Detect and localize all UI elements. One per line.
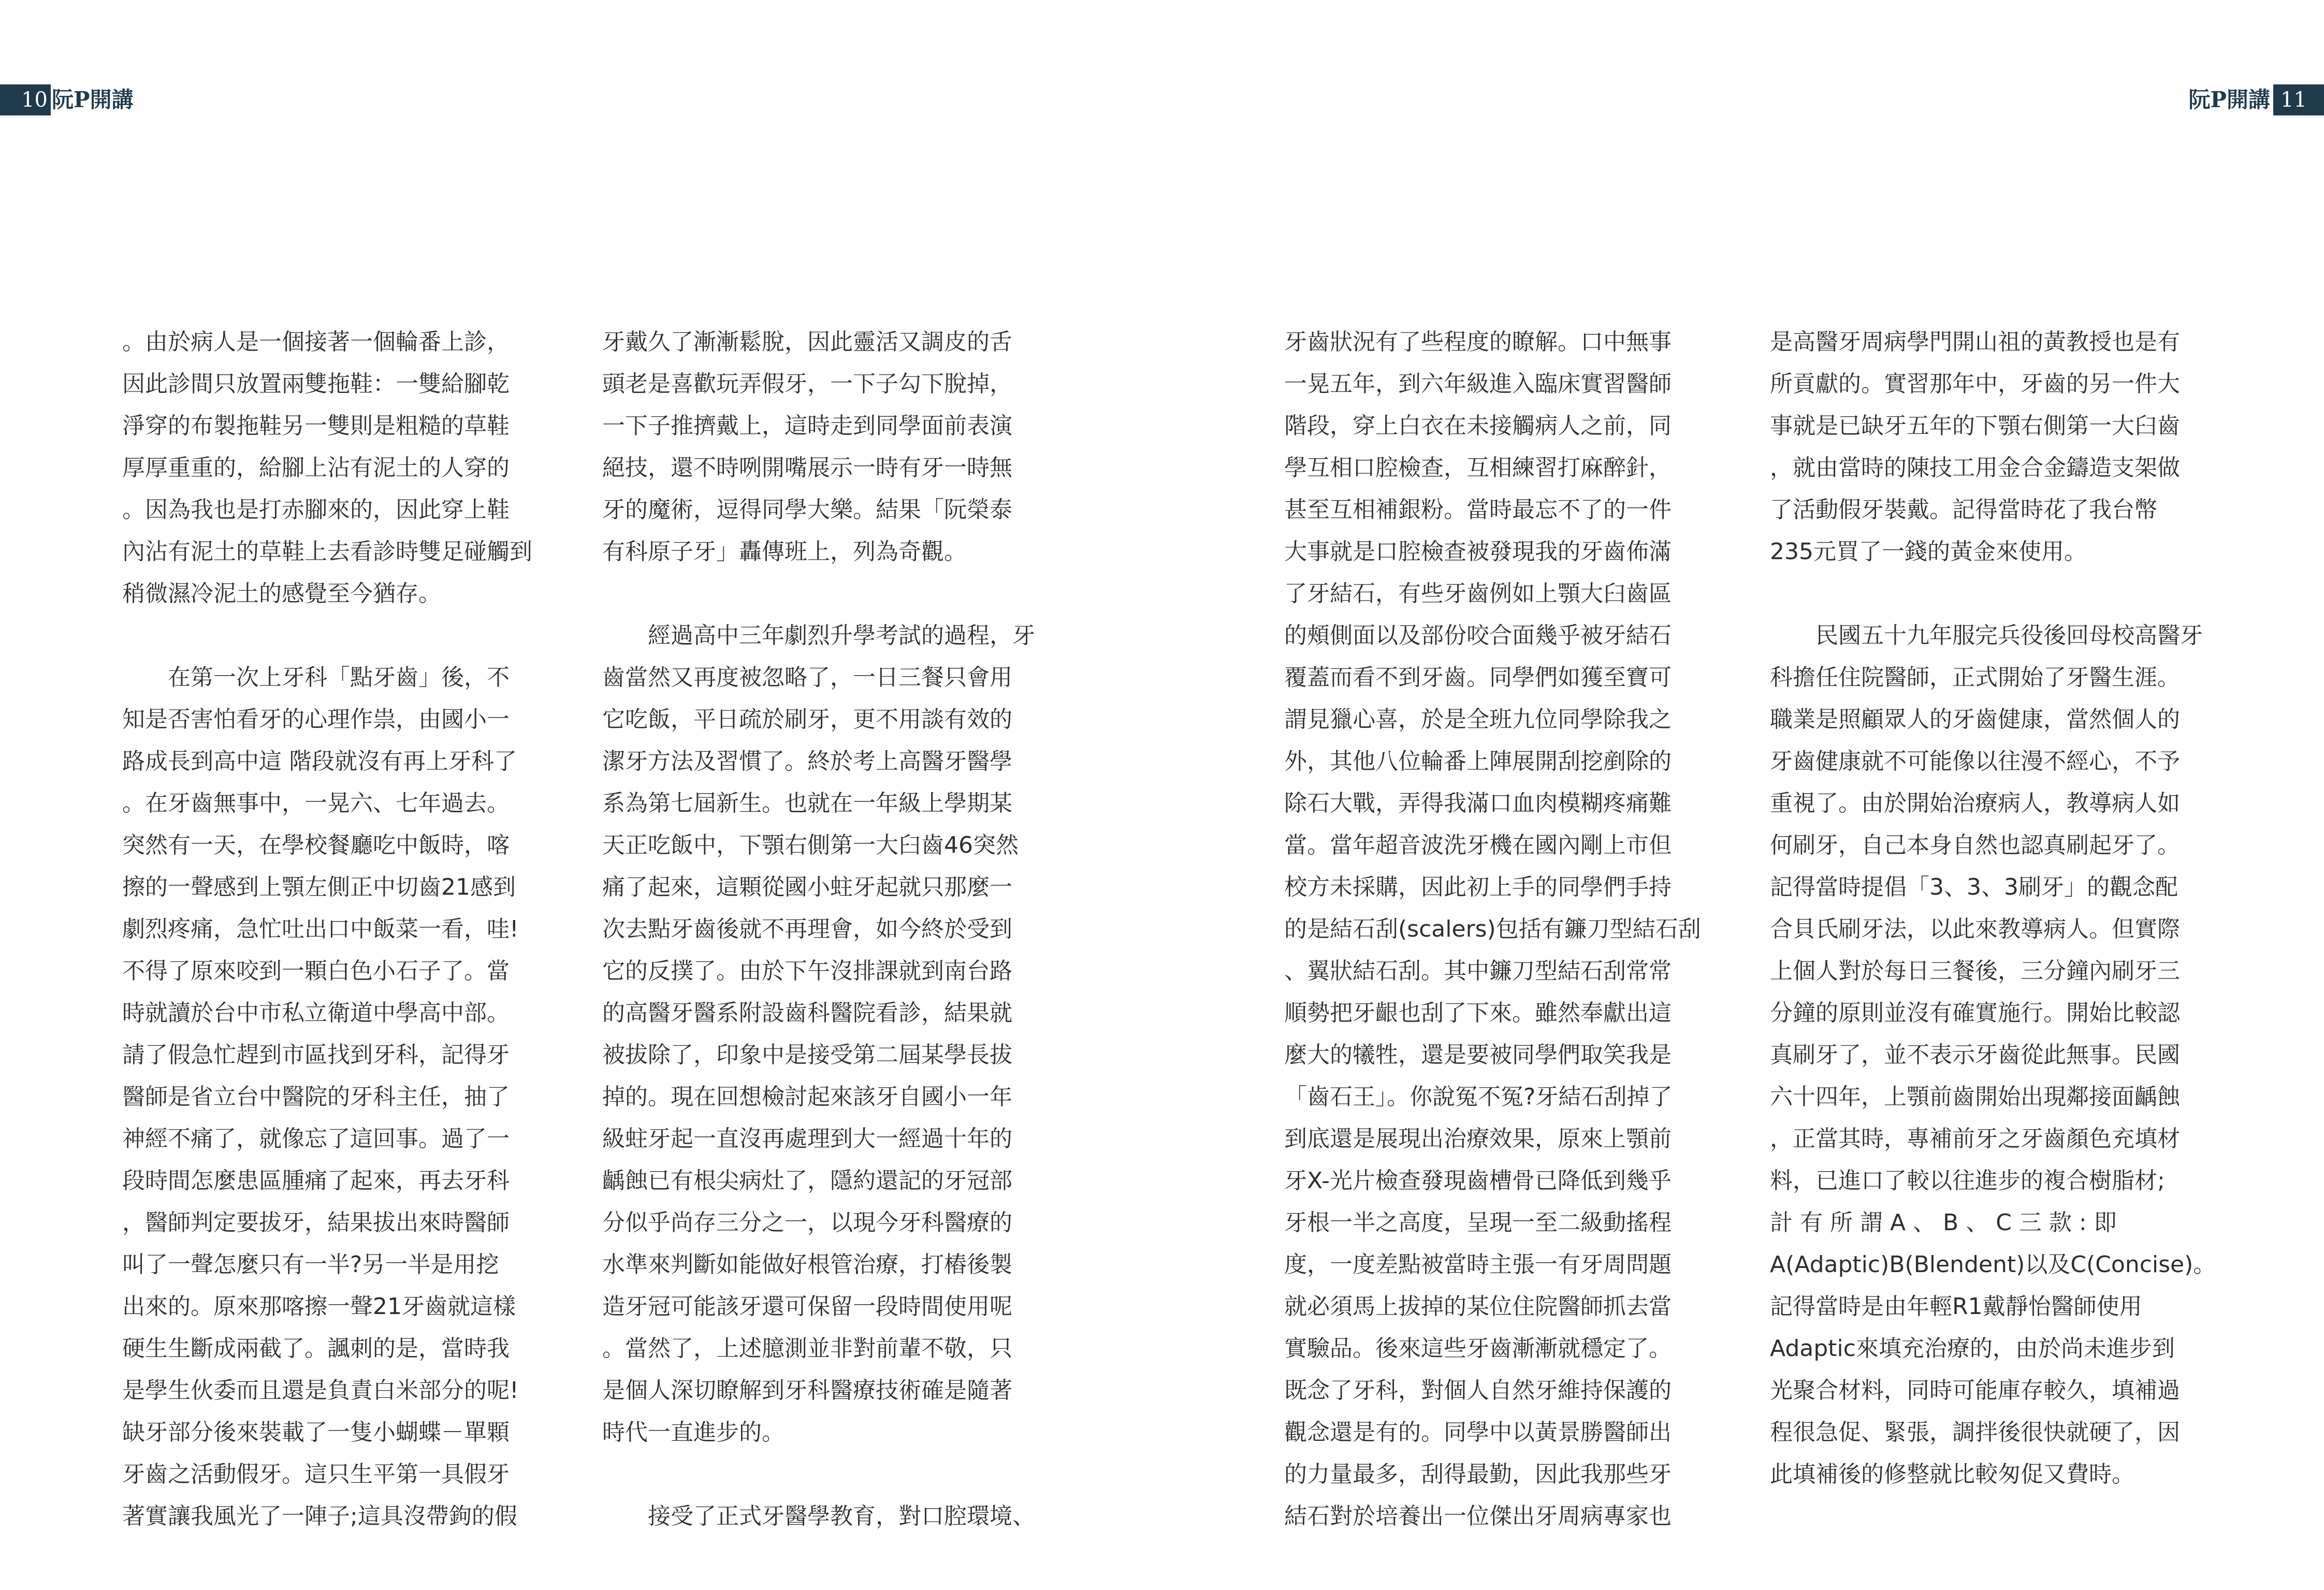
text-line: 六十四年，上顎前齒開始出現鄰接面齲蝕 (1770, 1084, 2180, 1110)
text-line: 記得當時是由年輕R1戴靜怡醫師使用 (1770, 1293, 2142, 1320)
text-line: 有科原子牙」轟傳班上，列為奇觀。 (602, 538, 967, 565)
text-line: ，就由當時的陳技工用金合金鑄造支架做 (1770, 455, 2180, 481)
text-line: 謂見獵心喜，於是全班九位同學除我之 (1284, 706, 1672, 733)
text-line: 硬生生斷成兩截了。諷刺的是，當時我 (122, 1335, 510, 1362)
text-column (602, 321, 1035, 1537)
text-line: 牙X-光片檢查發現齒槽骨已降低到幾乎 (1284, 1168, 1672, 1194)
text-line: 潔牙方法及習慣了。終於考上高醫牙醫學 (602, 748, 1012, 775)
text-line: 民國五十九年服完兵役後回母校高醫牙 (1770, 622, 2203, 649)
text-line: 天正吃飯中，下顎右側第一大臼齒46突然 (602, 832, 1019, 858)
text-line: 的高醫牙醫系附設齒科醫院看診，結果就 (602, 1000, 1012, 1026)
page-number: 10 (0, 84, 51, 115)
text-line: 大事就是口腔檢查被發現我的牙齒佈滿 (1284, 538, 1672, 565)
paragraph-gap (1770, 573, 2195, 615)
text-line: 在第一次上牙科「點牙齒」後，不 (122, 664, 510, 691)
text-line: 的頰側面以及部份咬合面幾乎被牙結石 (1284, 622, 1672, 649)
text-line: A(Adaptic)B(Blendent)以及C(Concise)。 (1770, 1251, 2216, 1278)
text-line: 階段，穿上白衣在未接觸病人之前，同 (1284, 413, 1672, 439)
text-line: 級蛀牙起一直沒再處理到大一經過十年的 (602, 1126, 1012, 1152)
text-line: 既念了牙科，對個人自然牙維持保護的 (1284, 1377, 1672, 1404)
text-line: 神經不痛了，就像忘了這回事。過了一 (122, 1126, 510, 1152)
text-line: 此填補後的修整就比較匆促又費時。 (1770, 1461, 2134, 1487)
text-line: 事就是已缺牙五年的下顎右側第一大臼齒 (1770, 413, 2180, 439)
text-line: 外，其他八位輪番上陣展開刮挖剷除的 (1284, 748, 1672, 775)
text-line: 掉的。現在回想檢討起來該牙自國小一年 (602, 1084, 1012, 1110)
text-line: 當。當年超音波洗牙機在國內剛上市但 (1284, 832, 1672, 858)
text-line: 。因為我也是打赤腳來的，因此穿上鞋 (122, 497, 510, 523)
text-line: 順勢把牙齦也刮了下來。雖然奉獻出這 (1284, 1000, 1672, 1026)
text-line: 突然有一天，在學校餐廳吃中飯時，喀 (122, 832, 510, 858)
text-line: 。在牙齒無事中，一晃六、七年過去。 (122, 790, 510, 816)
text-line: 分似乎尚存三分之一，以現今牙科醫療的 (602, 1209, 1012, 1236)
text-line: 請了假急忙趕到市區找到牙科，記得牙 (122, 1042, 510, 1068)
text-line: 重視了。由於開始治療病人，教導病人如 (1770, 790, 2180, 816)
text-line: 度，一度差點被當時主張一有牙周問題 (1284, 1251, 1672, 1278)
text-line: 光聚合材料，同時可能庫存較久，填補過 (1770, 1377, 2180, 1404)
column-title: 阮P開講 (52, 87, 134, 112)
text-line: 的力量最多，刮得最勤，因此我那些牙 (1284, 1461, 1672, 1487)
page-number: 11 (2273, 84, 2324, 115)
text-line: 、翼狀結石刮。其中鐮刀型結石刮常常 (1284, 958, 1672, 984)
text-line: 路成長到高中這 階段就沒有再上牙科了 (122, 748, 517, 775)
text-line: 時代一直進步的。 (602, 1419, 785, 1446)
text-line: 牙的魔術，逗得同學大樂。結果「阮榮泰 (602, 497, 1012, 523)
text-line: 實驗品。後來這些牙齒漸漸就穩定了。 (1284, 1335, 1672, 1362)
text-line: 科擔任住院醫師，正式開始了牙醫生涯。 (1770, 664, 2180, 691)
text-line: 牙齒健康就不可能像以往漫不經心，不予 (1770, 748, 2180, 775)
text-line: 計 有 所 謂 A 、 B 、 C 三 款 : 即 (1770, 1209, 2117, 1236)
text-line: 。由於病人是一個接著一個輪番上診， (122, 329, 510, 355)
text-line: 經過高中三年劇烈升學考試的過程，牙 (602, 622, 1035, 649)
text-line: 頭老是喜歡玩弄假牙，一下子勾下脫掉， (602, 371, 1012, 397)
paragraph-gap (602, 1453, 1027, 1495)
text-line: 它吃飯，平日疏於刷牙，更不用談有效的 (602, 706, 1012, 733)
text-line: 牙齒之活動假牙。這只生平第一具假牙 (122, 1461, 510, 1487)
text-line: 叫了一聲怎麼只有一半?另一半是用挖 (122, 1251, 499, 1278)
text-line: Adaptic來填充治療的，由於尚未進步到 (1770, 1335, 2175, 1362)
text-line: 職業是照顧眾人的牙齒健康，當然個人的 (1770, 706, 2180, 733)
text-line: 一下子推擠戴上，這時走到同學面前表演 (602, 413, 1012, 439)
text-line: 到底還是展現出治療效果，原來上顎前 (1284, 1126, 1672, 1152)
text-line: 絕技，還不時咧開嘴展示一時有牙一時無 (602, 455, 1012, 481)
text-line: 何刷牙，自己本身自然也認真刷起牙了。 (1770, 832, 2180, 858)
text-line: 次去點牙齒後就不再理會，如今終於受到 (602, 916, 1012, 942)
text-line: 合貝氏刷牙法，以此來教導病人。但實際 (1770, 916, 2180, 942)
text-column (1284, 321, 1709, 1537)
text-column (122, 321, 547, 1537)
text-line: 結石對於培養出一位傑出牙周病專家也 (1284, 1503, 1672, 1529)
text-line: 校方未採購，因此初上手的同學們手持 (1284, 874, 1672, 900)
text-line: 著實讓我風光了一陣子;這具沒帶鉤的假 (122, 1503, 517, 1529)
text-line: 牙戴久了漸漸鬆脫，因此靈活又調皮的舌 (602, 329, 1012, 355)
text-line: 知是否害怕看牙的心理作祟，由國小一 (122, 706, 510, 733)
text-line: 齲蝕已有根尖病灶了，隱約還記的牙冠部 (602, 1168, 1012, 1194)
paragraph-gap (602, 573, 1027, 615)
text-line: 因此診間只放置兩雙拖鞋：一雙給腳乾 (122, 371, 510, 397)
text-line: 覆蓋而看不到牙齒。同學們如獲至寶可 (1284, 664, 1672, 691)
text-line: 上個人對於每日三餐後，三分鐘內刷牙三 (1770, 958, 2180, 984)
text-line: 接受了正式牙醫學教育，對口腔環境、 (602, 1503, 1035, 1529)
text-line: 段時間怎麼患區腫痛了起來，再去牙科 (122, 1168, 510, 1194)
text-line: 不得了原來咬到一顆白色小石子了。當 (122, 958, 510, 984)
text-line: 235元買了一錢的黃金來使用。 (1770, 538, 2087, 565)
text-line: 料，已進口了較以往進步的複合樹脂材; (1770, 1168, 2165, 1194)
text-line: 「齒石王」。你說冤不冤?牙結石刮掉了 (1284, 1084, 1673, 1110)
text-line: 觀念還是有的。同學中以黃景勝醫師出 (1284, 1419, 1672, 1446)
text-line: 厚厚重重的，給腳上沾有泥土的人穿的 (122, 455, 510, 481)
text-line: 水準來判斷如能做好根管治療，打樁後製 (602, 1251, 1012, 1278)
paragraph-gap (122, 615, 547, 657)
right-page (1162, 0, 2324, 1590)
text-line: 牙根一半之高度，呈現一至二級動搖程 (1284, 1209, 1672, 1236)
text-line: 齒當然又再度被忽略了，一日三餐只會用 (602, 664, 1012, 691)
text-line: 它的反撲了。由於下午沒排課就到南台路 (602, 958, 1012, 984)
text-line: 所貢獻的。實習那年中，牙齒的另一件大 (1770, 371, 2180, 397)
text-line: 造牙冠可能該牙還可保留一段時間使用呢 (602, 1293, 1012, 1320)
text-line: 是個人深切瞭解到牙科醫療技術確是隨著 (602, 1377, 1012, 1404)
text-line: 了牙結石，有些牙齒例如上顎大臼齒區 (1284, 580, 1672, 607)
text-line: 就必須馬上拔掉的某位住院醫師抓去當 (1284, 1293, 1672, 1320)
text-line: 的是結石刮(scalers)包括有鐮刀型結石刮 (1284, 916, 1701, 942)
column-title: 阮P開講 (2188, 87, 2270, 112)
text-line: 是高醫牙周病學門開山祖的黃教授也是有 (1770, 329, 2180, 355)
text-line: 麼大的犧牲，還是要被同學們取笑我是 (1284, 1042, 1672, 1068)
text-line: 劇烈疼痛，急忙吐出口中飯菜一看，哇! (122, 916, 519, 942)
text-line: 出來的。原來那喀擦一聲21牙齒就這樣 (122, 1293, 516, 1320)
text-line: 牙齒狀況有了些程度的瞭解。口中無事 (1284, 329, 1672, 355)
text-line: 時就讀於台中市私立衛道中學高中部。 (122, 1000, 510, 1026)
text-line: 分鐘的原則並沒有確實施行。開始比較認 (1770, 1000, 2180, 1026)
text-line: 缺牙部分後來裝載了一隻小蝴蝶－單顆 (122, 1419, 510, 1446)
text-line: 是學生伙委而且還是負責白米部分的呢! (122, 1377, 519, 1404)
text-line: 。當然了，上述臆測並非對前輩不敬，只 (602, 1335, 1012, 1362)
text-line: 內沾有泥土的草鞋上去看診時雙足碰觸到 (122, 538, 532, 565)
text-line: 醫師是省立台中醫院的牙科主任，抽了 (122, 1084, 510, 1110)
text-line: ，醫師判定要拔牙，結果拔出來時醫師 (122, 1209, 510, 1236)
text-line: 甚至互相補銀粉。當時最忘不了的一件 (1284, 497, 1672, 523)
text-line: 淨穿的布製拖鞋另一雙則是粗糙的草鞋 (122, 413, 510, 439)
text-line: 了活動假牙裝戴。記得當時花了我台幣 (1770, 497, 2157, 523)
text-line: 一晃五年，到六年級進入臨床實習醫師 (1284, 371, 1672, 397)
text-line: 程很急促、緊張，調拌後很快就硬了，因 (1770, 1419, 2180, 1446)
text-line: 學互相口腔檢查，互相練習打麻醉針， (1284, 455, 1672, 481)
text-line: 被拔除了，印象中是接受第二屆某學長拔 (602, 1042, 1012, 1068)
text-line: ，正當其時，專補前牙之牙齒顏色充填材 (1770, 1126, 2180, 1152)
text-line: 系為第七屆新生。也就在一年級上學期某 (602, 790, 1012, 816)
text-line: 真刷牙了，並不表示牙齒從此無事。民國 (1770, 1042, 2180, 1068)
text-line: 痛了起來，這顆從國小蛀牙起就只那麼一 (602, 874, 1012, 900)
text-line: 除石大戰，弄得我滿口血肉模糊疼痛難 (1284, 790, 1672, 816)
text-line: 記得當時提倡「3、3、3刷牙」的觀念配 (1770, 874, 2178, 900)
text-column (1770, 321, 2216, 1495)
text-line: 擦的一聲感到上顎左側正中切齒21感到 (122, 874, 516, 900)
text-line: 稍微濕冷泥土的感覺至今猶存。 (122, 580, 441, 607)
